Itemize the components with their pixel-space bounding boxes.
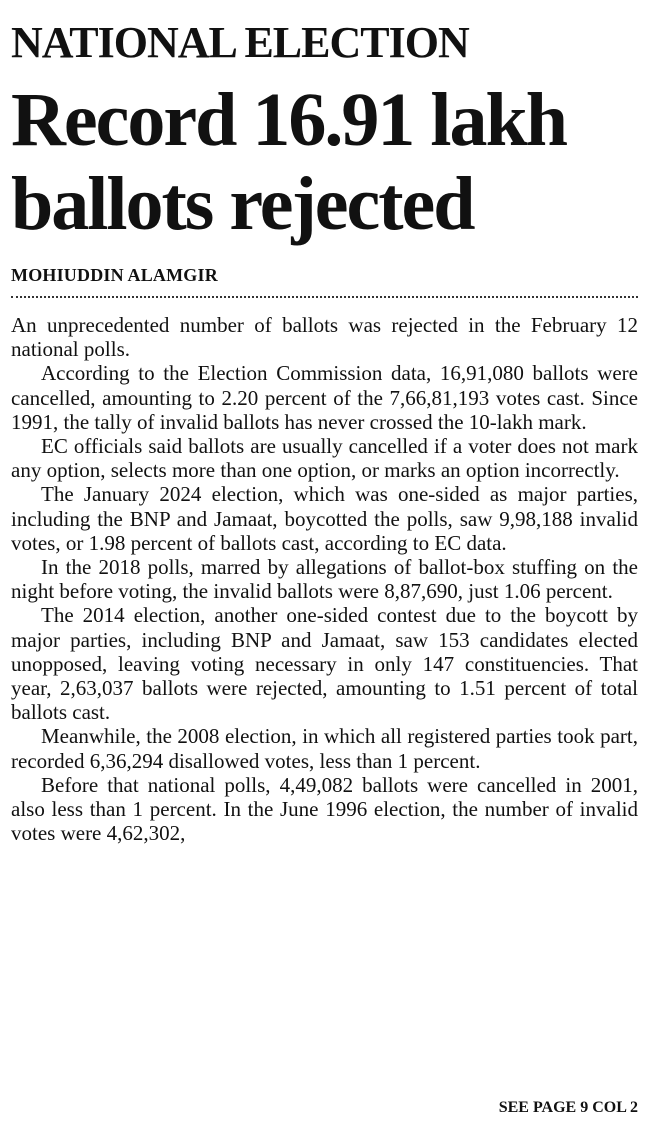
paragraph-1: An unprecedented number of ballots was rejected in the February 12 national polls.: [11, 313, 638, 362]
paragraph-3: EC officials said ballots are usually cancelled if a voter does not mark any option, selects more than one option, or marks an option incorrectly.: [11, 434, 638, 483]
headline-line-2: ballots rejected: [11, 162, 474, 246]
article-body: [11, 313, 638, 845]
paragraph-8: Before that national polls, 4,49,082 ballots were cancelled in 2001, also less than 1 percent. In the June 1996 election, the number of invalid votes were 4,62,302,: [11, 772, 638, 846]
paragraph-2: According to the Election Commission data, 16,91,080 ballots were cancelled, amounting to 2.20 percent of the 7,66,81,193 votes cast. Since 1991, the tally of invalid ballots has never crossed the 10-lakh mark.: [11, 361, 638, 434]
headline-line-1: Record 16.91 lakh: [11, 78, 566, 162]
headline: [11, 78, 566, 246]
paragraph-4: The January 2024 election, which was one-sided as major parties, including the BNP and Jamaat, boycotted the polls, saw 9,98,188 invalid votes, or 1.98 percent of ballots cast, according to EC data.: [11, 482, 638, 555]
continuation-link[interactable]: SEE PAGE 9 COL 2: [498, 1099, 638, 1116]
paragraph-7: Meanwhile, the 2008 election, in which all registered parties took part, recorded 6,36,294 disallowed votes, less than 1 percent.: [11, 724, 638, 773]
paragraph-6: The 2014 election, another one-sided contest due to the boycott by major parties, including BNP and Jamaat, saw 153 candidates elected unopposed, leaving voting necessary in only 147 constituencies. That year, 2,63,037 ballots were rejected, amounting to 1.51 percent of total ballots cast.: [11, 603, 638, 725]
paragraph-5: In the 2018 polls, marred by allegations of ballot-box stuffing on the night before voting, the invalid ballots were 8,87,690, just 1.06 percent.: [11, 555, 638, 604]
dotted-divider: [11, 296, 638, 298]
byline: MOHIUDDIN ALAMGIR: [11, 265, 218, 285]
section-kicker: NATIONAL ELECTION: [11, 18, 469, 67]
